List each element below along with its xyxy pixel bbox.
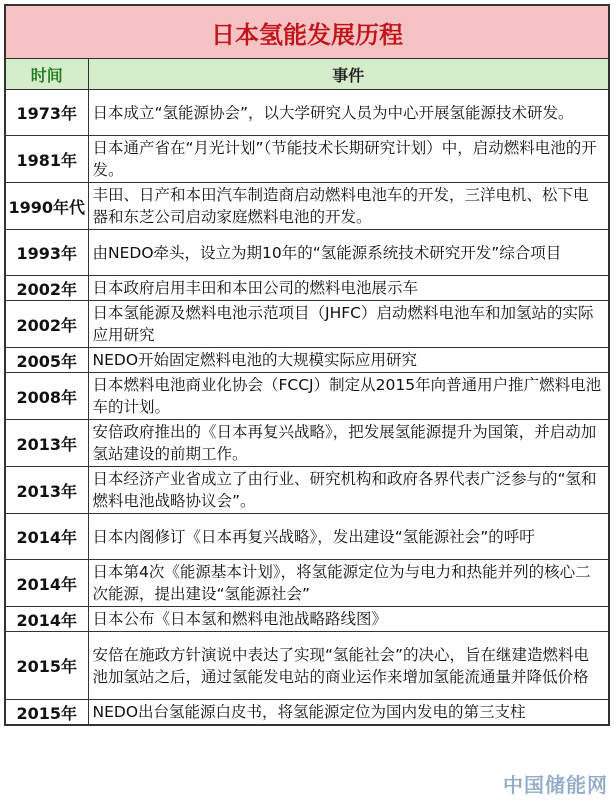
table-row bbox=[6, 467, 608, 514]
row-year: 2005年 bbox=[6, 348, 88, 373]
row-event: 日本公布《日本氢和燃料电池战略路线图》 bbox=[88, 607, 608, 632]
table-title: 日本氢能发展历程 bbox=[6, 6, 608, 59]
row-year: 1993年 bbox=[6, 230, 88, 276]
row-year: 2014年 bbox=[6, 560, 88, 607]
row-year: 1990年代 bbox=[6, 183, 88, 230]
row-event: 安倍政府推出的《日本再复兴战略》，把发展氢能源提升为国策，并启动加氢站建设的前期工作。 bbox=[88, 420, 608, 467]
row-event: 日本通产省在“月光计划”（节能技术长期研究计划）中，启动燃料电池的开发。 bbox=[88, 136, 608, 183]
row-event: 丰田、日产和本田汽车制造商启动燃料电池车的开发，三洋电机、松下电器和东芝公司启动家庭燃料电池的开发。 bbox=[88, 183, 608, 230]
row-event: NEDO开始固定燃料电池的大规模实际应用研究 bbox=[88, 348, 608, 373]
table-row bbox=[6, 700, 608, 725]
row-year: 2013年 bbox=[6, 467, 88, 514]
table-row bbox=[6, 607, 608, 632]
row-year: 2015年 bbox=[6, 700, 88, 725]
row-year: 2002年 bbox=[6, 301, 88, 348]
row-year: 2015年 bbox=[6, 632, 88, 700]
table-row bbox=[6, 276, 608, 301]
table-row bbox=[6, 301, 608, 348]
row-event: 日本政府启用丰田和本田公司的燃料电池展示车 bbox=[88, 276, 608, 301]
table-row bbox=[6, 183, 608, 230]
table-row bbox=[6, 230, 608, 276]
row-year: 2013年 bbox=[6, 420, 88, 467]
header-event: 事件 bbox=[88, 59, 608, 90]
table-row bbox=[6, 348, 608, 373]
history-table-frame bbox=[4, 4, 610, 726]
table-row bbox=[6, 632, 608, 700]
row-event: 日本经济产业省成立了由行业、研究机构和政府各界代表广泛参与的“氢和燃料电池战略协议会”。 bbox=[88, 467, 608, 514]
table-row bbox=[6, 514, 608, 560]
table-row bbox=[6, 136, 608, 183]
row-event: 日本第4次《能源基本计划》，将氢能源定位为与电力和热能并列的核心二次能源，提出建设“氢能源社会” bbox=[88, 560, 608, 607]
row-event: 日本内阁修订《日本再复兴战略》，发出建设“氢能源社会”的呼吁 bbox=[88, 514, 608, 560]
row-year: 1981年 bbox=[6, 136, 88, 183]
row-event: 日本成立“氢能源协会”，以大学研究人员为中心开展氢能源技术研发。 bbox=[88, 90, 608, 136]
row-year: 2002年 bbox=[6, 276, 88, 301]
row-event: 日本氢能源及燃料电池示范项目（JHFC）启动燃料电池车和加氢站的实际应用研究 bbox=[88, 301, 608, 348]
table-row bbox=[6, 90, 608, 136]
row-year: 2014年 bbox=[6, 607, 88, 632]
row-event: 由NEDO牵头，设立为期10年的“氢能源系统技术研究开发”综合项目 bbox=[88, 230, 608, 276]
row-event: NEDO出台氢能源白皮书，将氢能源定位为国内发电的第三支柱 bbox=[88, 700, 608, 725]
table-header-row bbox=[6, 59, 608, 90]
watermark: 中国储能网 bbox=[503, 773, 608, 797]
header-time: 时间 bbox=[6, 59, 88, 90]
table-row bbox=[6, 373, 608, 420]
history-table bbox=[6, 59, 608, 724]
row-year: 1973年 bbox=[6, 90, 88, 136]
row-year: 2008年 bbox=[6, 373, 88, 420]
row-event: 安倍在施政方针演说中表达了实现“氢能社会”的决心，旨在继建造燃料电池加氢站之后，通过氢能发电站的商业运作来增加氢能流通量并降低价格 bbox=[88, 632, 608, 700]
row-event: 日本燃料电池商业化协会（FCCJ）制定从2015年向普通用户推广燃料电池车的计划。 bbox=[88, 373, 608, 420]
table-row bbox=[6, 560, 608, 607]
row-year: 2014年 bbox=[6, 514, 88, 560]
table-row bbox=[6, 420, 608, 467]
